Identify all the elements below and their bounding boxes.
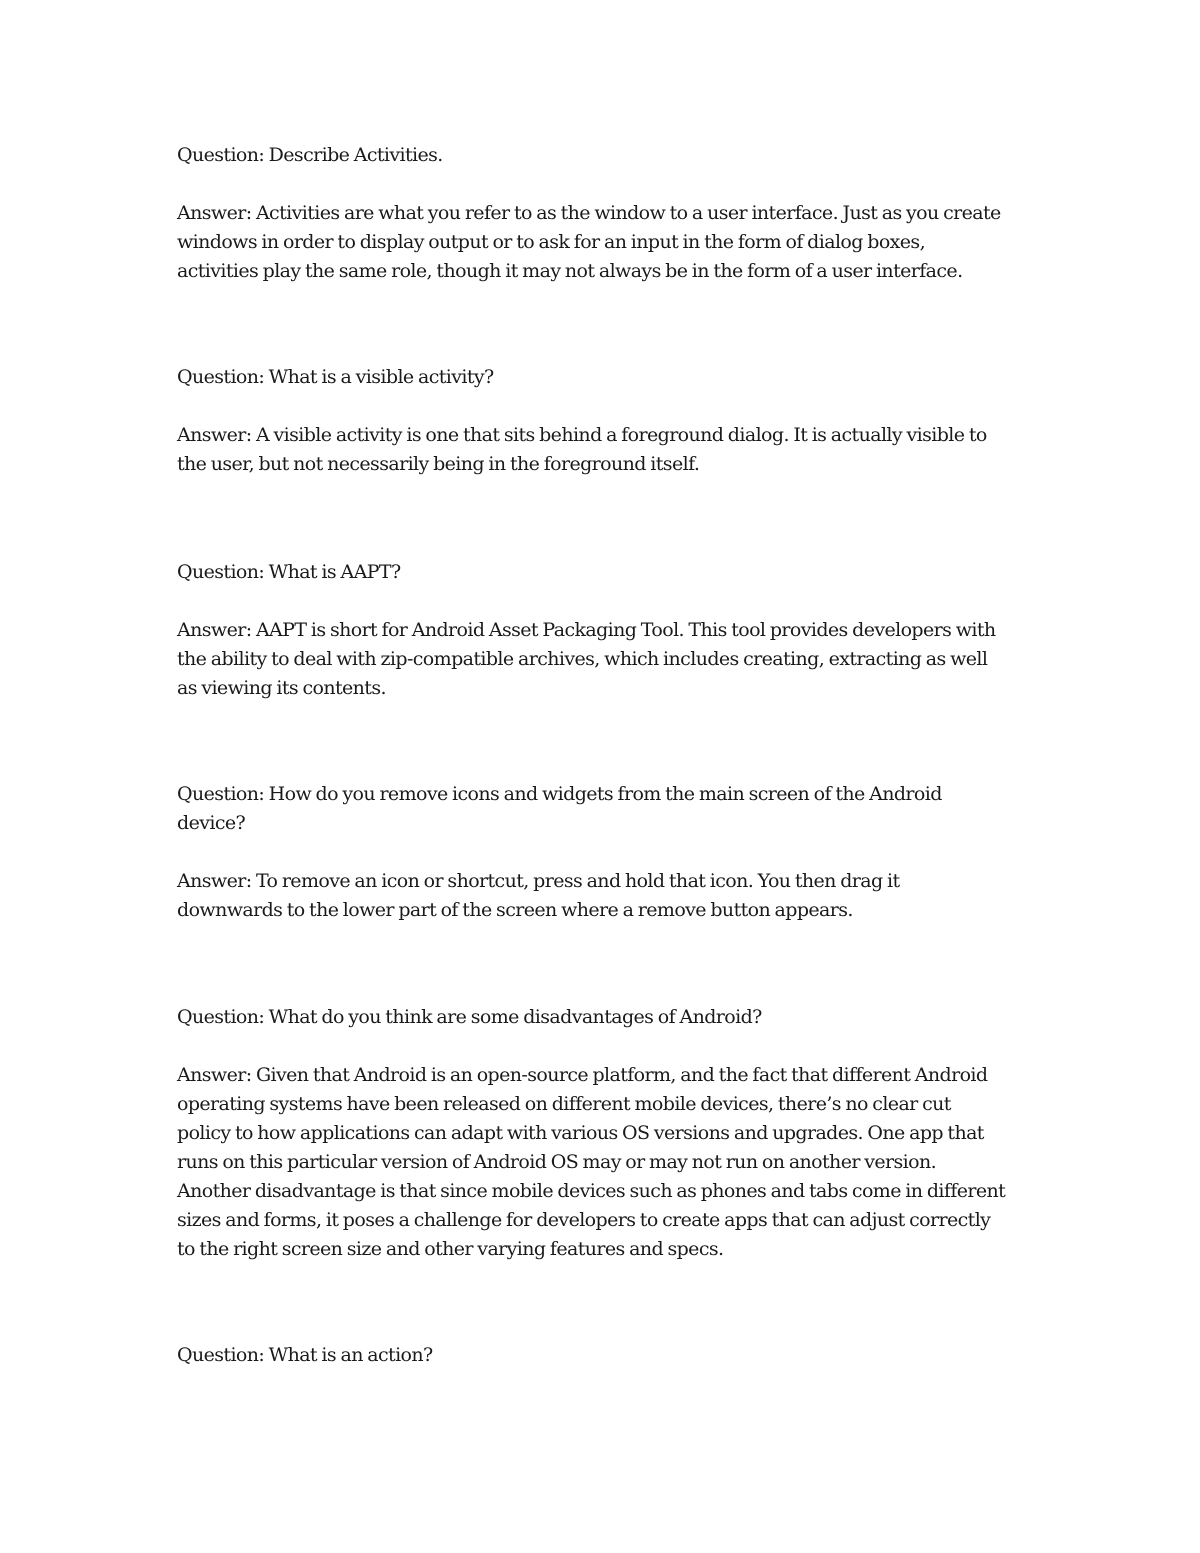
question-1: Question: Describe Activities.: [177, 144, 443, 166]
question-2: Question: What is a visible activity?: [177, 366, 494, 388]
question-3: Question: What is AAPT?: [177, 561, 401, 583]
answer-4: Answer: To remove an icon or shortcut, press and hold that icon. You then drag it downwards to the lower part of the screen where a remove button appears.: [177, 870, 900, 921]
question-5: Question: What do you think are some disadvantages of Android?: [177, 1006, 762, 1028]
answer-5: Answer: Given that Android is an open-source platform, and the fact that different Android operating systems have been released on different mobile devices, there’s no clear cut policy to how applications can adapt with various OS versions and upgrades. One app that runs on this particular version of Android OS may or may not run on another version. Another disadvantage is that since mobile devices such as phones and tabs come in different sizes and forms, it poses a challenge for developers to create apps that can adjust correctly to the right screen size and other varying features and specs.: [177, 1064, 1006, 1260]
answer-1: Answer: Activities are what you refer to as the window to a user interface. Just as you create windows in order to display output or to ask for an input in the form of dialog boxes, activities play the same role, though it may not always be in the form of a user interface.: [177, 202, 1001, 282]
answer-2: Answer: A visible activity is one that sits behind a foreground dialog. It is actually visible to the user, but not necessarily being in the foreground itself.: [177, 424, 987, 475]
question-6: Question: What is an action?: [177, 1344, 433, 1366]
answer-3: Answer: AAPT is short for Android Asset Packaging Tool. This tool provides developers with the ability to deal with zip-compatible archives, which includes creating, extracting as well as viewing its contents.: [177, 619, 996, 699]
question-4: Question: How do you remove icons and widgets from the main screen of the Android device?: [177, 783, 942, 834]
